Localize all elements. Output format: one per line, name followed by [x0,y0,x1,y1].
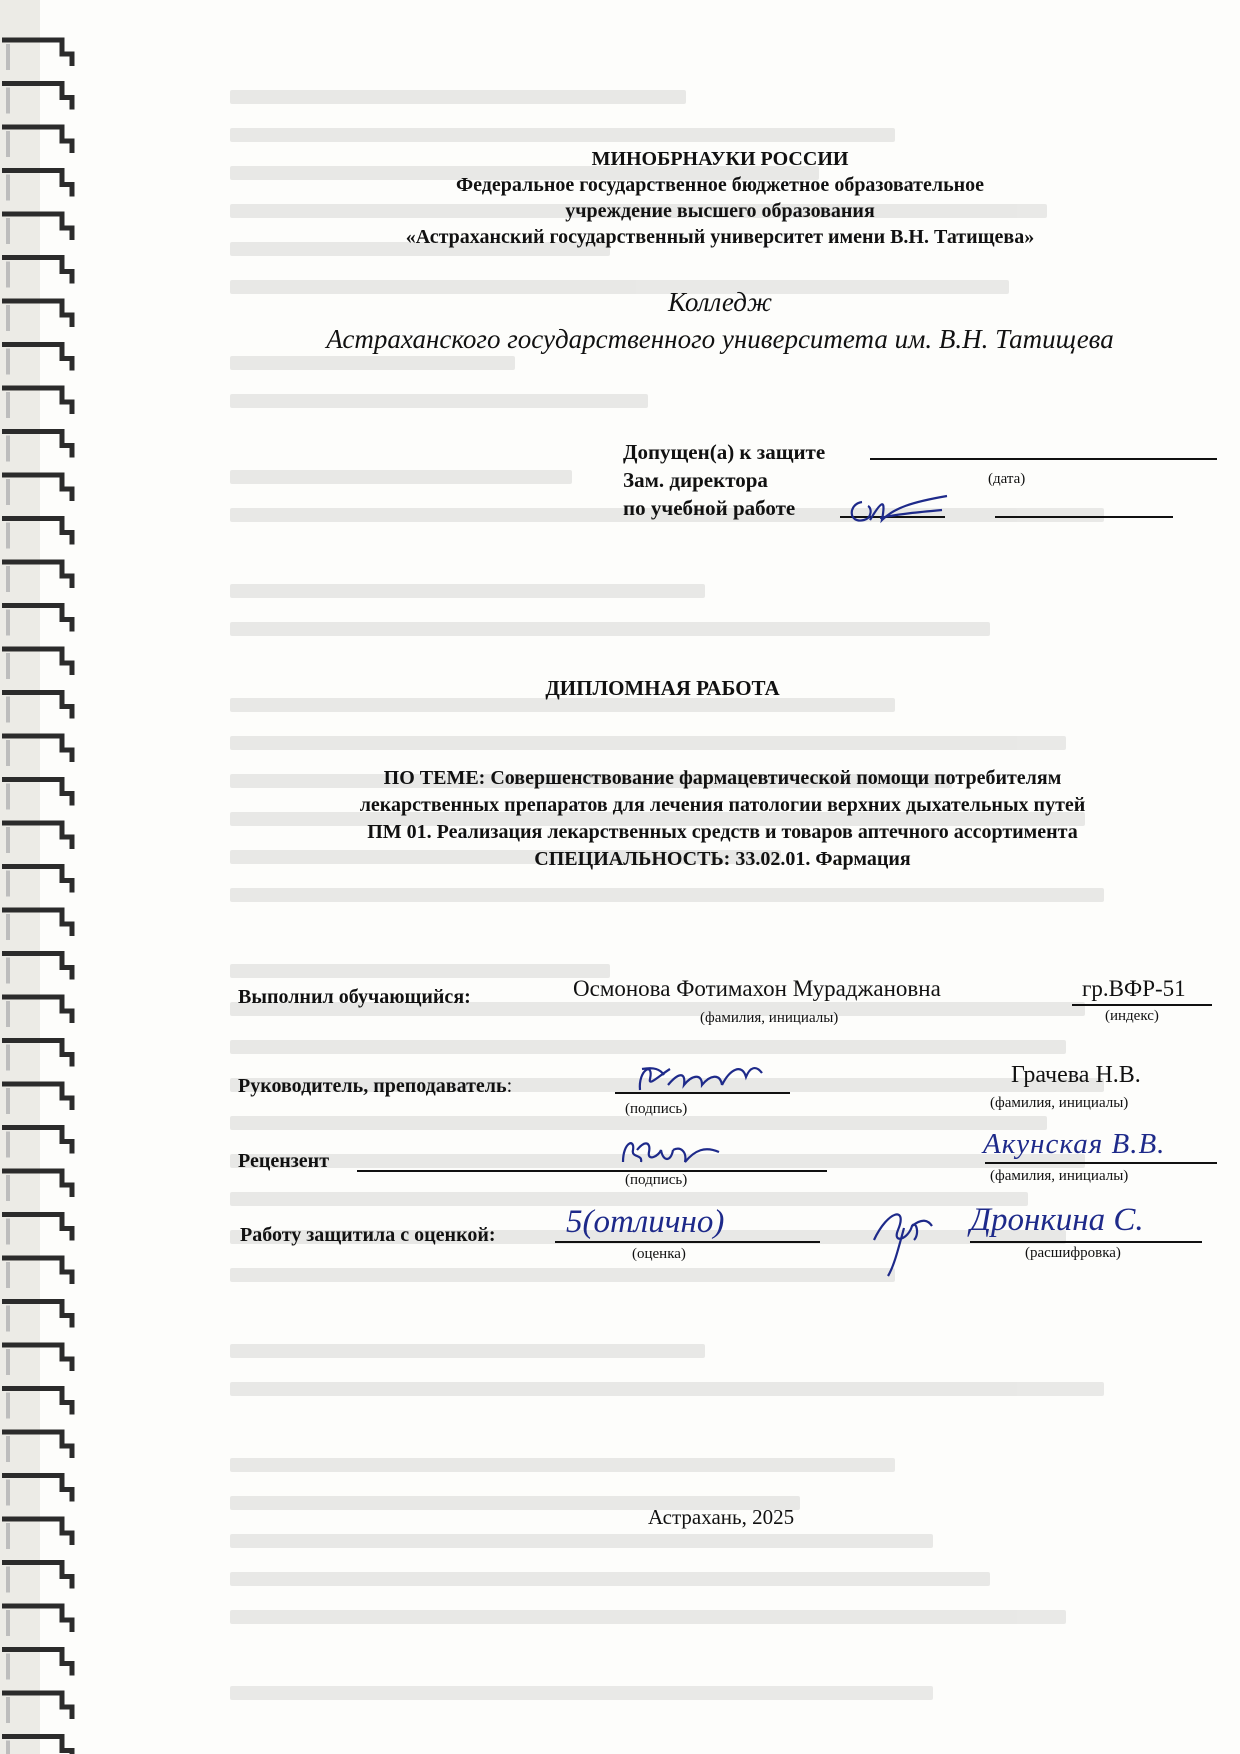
reviewer-signature-caption: (подпись) [625,1172,688,1188]
ghost-line [230,584,705,598]
defense-name-caption: (расшифровка) [1025,1245,1121,1261]
supervisor-name: Грачева Н.В. [1011,1062,1141,1088]
ghost-line [230,128,895,142]
supervisor-signature [630,1055,770,1100]
college-subtitle: Астраханского государственного университета им. В.Н. Татищева [326,324,1114,354]
ghost-line [230,964,610,978]
ghost-line [230,1344,705,1358]
ghost-line [230,1040,1066,1054]
supervisor-label [238,1075,512,1098]
ghost-line [230,470,572,484]
ghost-line [230,622,990,636]
date-caption: (дата) [988,471,1026,487]
binding-rings [0,0,110,1754]
ghost-line [230,394,648,408]
supervisor-signature-caption: (подпись) [625,1101,688,1117]
academic-label: по учебной работе [623,496,796,520]
student-name-caption: (фамилия, инициалы) [700,1010,839,1026]
spiral-binding [0,0,110,1754]
supervisor-label-colon: : [506,1075,513,1097]
deputy-label: Зам. директора [623,468,768,492]
ghost-line [230,1686,933,1700]
reviewer-name: Акунская В.В. [983,1128,1166,1160]
institution-line-1: Федеральное государственное бюджетное образовательное [455,174,985,196]
topic-line-3: ПМ 01. Реализация лекарственных средств и товаров аптечного ассортимента [367,821,1078,843]
college-title: Колледж [667,287,773,317]
reviewer-name-line [985,1162,1217,1164]
institution-line-2: учреждение высшего образования [565,200,875,222]
ghost-line [230,1610,1066,1624]
grade-caption: (оценка) [632,1246,686,1262]
date-line [870,458,1217,460]
defense-signature [868,1200,938,1280]
topic-line-2: лекарственных препаратов для лечения патологии верхних дыхательных путей [359,794,1086,816]
supervisor-name-caption: (фамилия, инициалы) [990,1095,1129,1111]
reviewer-label: Рецензент [238,1150,330,1172]
document-type: ДИПЛОМНАЯ РАБОТА [545,676,780,700]
ghost-line [230,736,1066,750]
group-line [1072,1004,1212,1006]
ghost-line [230,1458,895,1472]
defense-label: Работу защитила с оценкой: [240,1224,496,1246]
ghost-line [230,1572,990,1586]
student-group: гр.ВФР-51 [1082,976,1186,1001]
defense-grade: 5(отлично) [566,1204,725,1240]
deputy-date-line [995,516,1173,518]
university-name: «Астраханский государственный университет имени В.Н. Татищева» [405,226,1035,248]
admitted-label: Допущен(а) к защите [623,440,826,464]
ghost-line [230,1382,1104,1396]
reviewer-signature-line [357,1170,827,1172]
student-name: Осмонова Фотимахон Мураджановна [573,976,941,1001]
ghost-line [230,888,1104,902]
ministry-title: МИНОБРНАУКИ РОССИИ [591,148,849,170]
city-year: Астрахань, 2025 [648,1505,795,1529]
reviewer-signature [615,1132,725,1172]
ghost-line [230,356,515,370]
ghost-line [230,1534,933,1548]
deputy-signature [842,490,952,530]
specialty-line: СПЕЦИАЛЬНОСТЬ: 33.02.01. Фармация [534,848,911,870]
topic-line-1: ПО ТЕМЕ: Совершенствование фармацевтической помощи потребителям [383,767,1062,789]
defense-name: Дронкина С. [970,1202,1144,1238]
group-caption: (индекс) [1105,1008,1159,1024]
ghost-line [230,90,686,104]
defense-name-line [970,1241,1202,1243]
supervisor-label-text: Руководитель, преподаватель [238,1075,507,1097]
ghost-line [230,1116,1047,1130]
grade-line [555,1241,820,1243]
ghost-line [230,1268,895,1282]
student-label: Выполнил обучающийся: [238,986,471,1008]
reviewer-name-caption: (фамилия, инициалы) [990,1168,1129,1184]
